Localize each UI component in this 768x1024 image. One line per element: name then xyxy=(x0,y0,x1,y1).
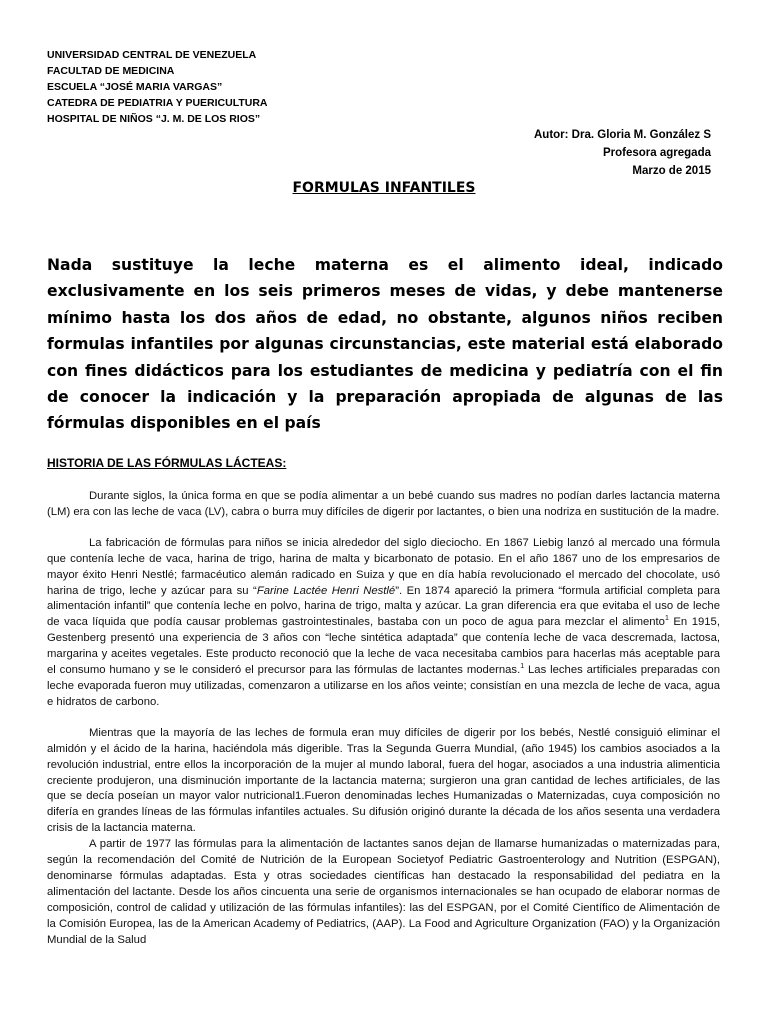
header-line-chair: CATEDRA DE PEDIATRIA Y PUERICULTURA xyxy=(47,97,268,109)
institution-header xyxy=(47,47,268,127)
author-date: Marzo de 2015 xyxy=(632,165,711,177)
paragraph-2-part-d: Las leches artificiales preparadas con leche evaporada fueron muy utilizadas, comenzaron a utilizarse en los años veinte; consistían en una mezcla de leche de vaca, agua e hidratos de carbono. xyxy=(47,664,721,708)
author-position: Profesora agregada xyxy=(602,147,711,159)
footnote-ref-2: 1 xyxy=(520,663,525,671)
author-block xyxy=(534,126,711,180)
header-line-university: UNIVERSIDAD CENTRAL DE VENEZUELA xyxy=(47,49,257,61)
intro-paragraph: Nada sustituye la leche materna es el alimento ideal, indicado exclusivamente en los seis primeros meses de vidas, y debe mantenerse mínimo hasta los dos años de edad, no obstante, algunos niños reciben formulas infantiles por algunas circunstancias, este material está elaborado con fines didácticos para los estudiantes de medicina y pediatría con el fin de conocer la indicación y la preparación apropiada de algunas de las fórmulas disponibles en el país xyxy=(47,256,723,433)
section-body xyxy=(47,489,720,948)
paragraph-2-product-name: Farine Lactée Henri Nestlé xyxy=(256,584,396,597)
paragraph-2-part-b: ”. En 1874 apareció la primera “formula artificial completa para alimentación infantil” que contenía leche en polvo, harina de trigo, malta y azúcar. La gran diferencia era que evitaba el uso de leche de vaca líquida que podía causar problemas gastrointestinales, bastaba con un poco de agua para mezclar el alimento xyxy=(47,584,720,629)
section-heading: HISTORIA DE LAS FÓRMULAS LÁCTEAS: xyxy=(47,456,287,470)
header-line-faculty: FACULTAD DE MEDICINA xyxy=(47,65,175,77)
header-line-hospital: HOSPITAL DE NIÑOS “J. M. DE LOS RIOS” xyxy=(47,113,261,125)
paragraph-2-part-a: La fabricación de fórmulas para niños se inicia alrededor del siglo dieciocho. En 1867 Liebig lanzó al mercado una fórmula que contenía leche de vaca, harina de trigo, harina de malta y bicarbonato de potasio. En el año 1867 uno de los empresarios de mayor éxito Henri Nestlé; farmacéutico alemán radicado en Suiza y que en día había revolucionado el mercado del chocolate, usó harina de trigo, leche y azúcar para su “ xyxy=(47,536,720,597)
document-title: FORMULAS INFANTILES xyxy=(292,180,476,196)
paragraph-4: A partir de 1977 las fórmulas para la alimentación de lactantes sanos dejan de llamarse humanizadas o maternizadas para, según la recomendación del Comité de Nutrición de la European Societyof Pediatric Gastroenterology and Nutrition (ESPGAN), denominarse fórmulas adaptadas. Esta y otras sociedades científicas han destacado la responsabilidad del pediatra en la alimentación del lactante. Desde los años cincuenta una serie de organismos internacionales se han ocupado de elaborar normas de composición, control de calidad y utilización de las fórmulas infantiles): las del ESPGAN, por el Comité Científico de Alimentación de la Comisión Europea, las de la American Academy of Pediatrics, (AAP). La Food and Agriculture Organization (FAO) y la Organización Mundial de la Salud xyxy=(47,838,720,946)
header-line-school: ESCUELA “JOSÉ MARIA VARGAS” xyxy=(47,81,223,93)
paragraph-3: Mientras que la mayoría de las leches de formula eran muy difíciles de digerir por los bebés, Nestlé consiguió eliminar el almidón y el ácido de la harina, haciéndola más digerible. Tras la Segunda Guerra Mundial, (año 1945) los cambios asociados a la revolución industrial, entre ellos la incorporación de la mujer al mundo laboral, fuera del hogar, asociados a una industria alimenticia creciente produjeron, una disminución importante de la lactancia materna; surgieron una gran cantidad de leches artificiales, de las que se decía poseían un mayor valor nutricional1.Fueron denominadas leches Humanizadas o Maternizadas, cuya composición no difería en grandes líneas de las fórmulas infantiles actuales. Su difusión originó durante la década de los años sesenta una verdadera crisis de la lactancia materna. xyxy=(47,726,720,835)
paragraph-2-part-c: En 1915, Gestenberg presentó una experiencia de 3 años con “leche sintética adaptada” que contenía leche de vaca descremada, lactosa, margarina y aceites vegetales. Este producto reconoció que la leche de vaca necesitaba cambios para hacerlas más aceptable para el consumo humano y se le consideró el precursor para las fórmulas de lactantes modernas. xyxy=(47,616,720,677)
paragraph-1: Durante siglos, la única forma en que se podía alimentar a un bebé cuando sus madres no podían darles lactancia materna (LM) era con las leche de vaca (LV), cabra o burra muy difíciles de digerir por lactantes, o bien una nodriza en sustitución de la madre. xyxy=(47,490,720,518)
paragraph-2 xyxy=(47,536,720,711)
footnote-ref-1: 1 xyxy=(664,615,669,623)
author-name: Autor: Dra. Gloria M. González S xyxy=(534,129,711,141)
